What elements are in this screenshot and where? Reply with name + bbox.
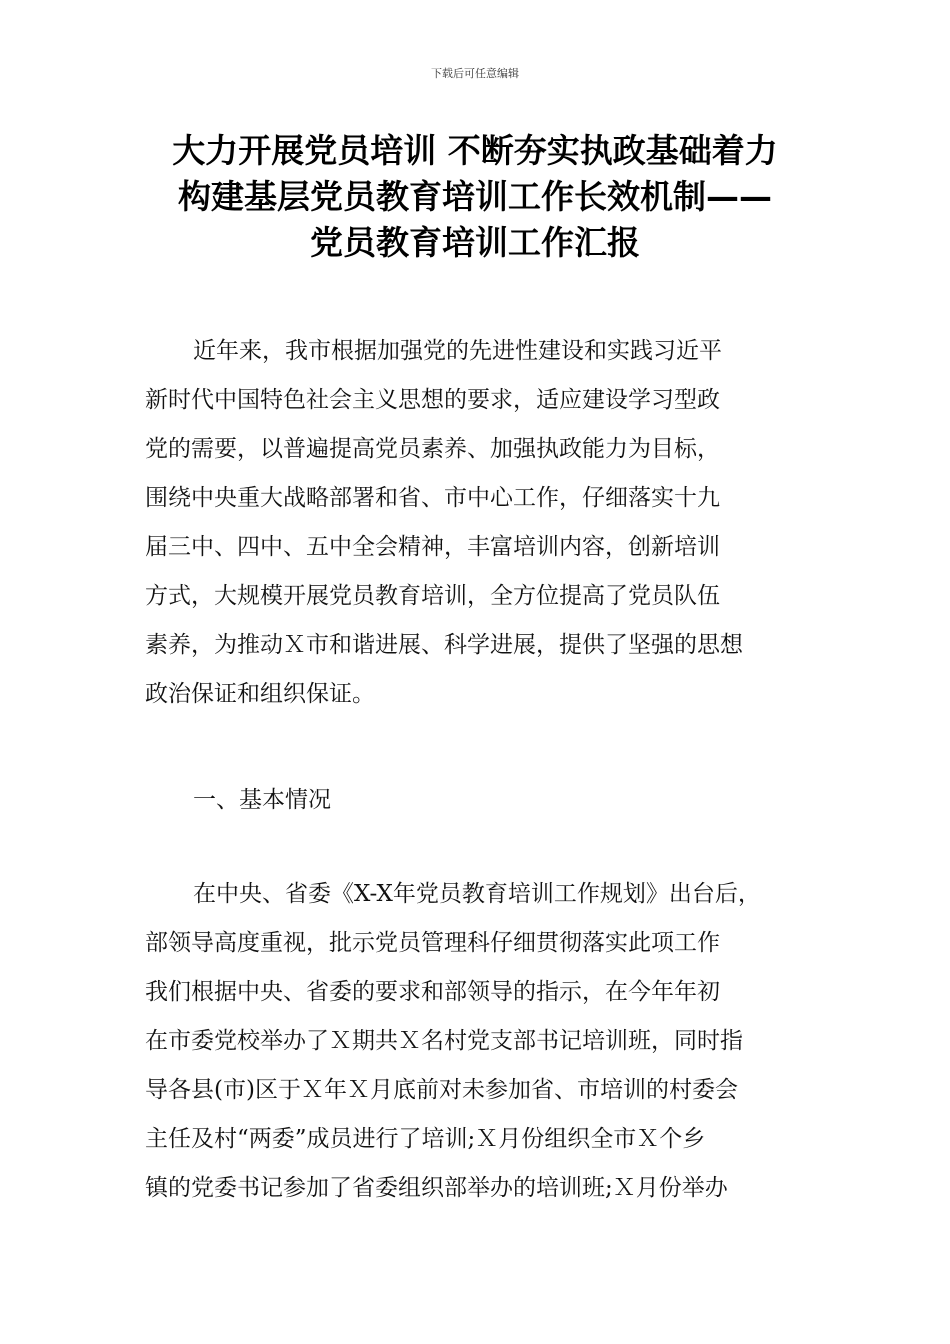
paragraph-line: 部领导高度重视，批示党员管理科仔细贯彻落实此项工作 (145, 930, 720, 956)
paragraph-line: 主任及村“两委”成员进行了培训;Ｘ月份组织全市Ｘ个乡 (145, 1126, 706, 1152)
paragraph-line: 我们根据中央、省委的要求和部领导的指示，在今年年初 (145, 979, 720, 1005)
paragraph-line: 导各县(市)区于Ｘ年Ｘ月底前对未参加省、市培训的村委会 (145, 1077, 738, 1103)
document-title (100, 128, 850, 266)
title-line-1: 大力开展党员培训 不断夯实执政基础着力 (172, 131, 778, 170)
section-heading-text: 一、基本情况 (193, 787, 331, 813)
intro-paragraph (145, 327, 835, 719)
basic-situation-paragraph (145, 870, 835, 1213)
paragraph-line: 新时代中国特色社会主义思想的要求，适应建设学习型政 (145, 387, 720, 413)
paragraph-line: 近年来，我市根据加强党的先进性建设和实践习近平 (193, 338, 722, 364)
paragraph-line: 镇的党委书记参加了省委组织部举办的培训班;Ｘ月份举办 (145, 1175, 728, 1201)
paragraph-line: 政治保证和组织保证。 (145, 681, 375, 707)
paragraph-line: 方式，大规模开展党员教育培训，全方位提高了党员队伍 (145, 583, 720, 609)
title-line-3: 党员教育培训工作汇报 (310, 223, 640, 262)
paragraph-line: 届三中、四中、五中全会精神，丰富培训内容，创新培训 (145, 534, 720, 560)
paragraph-line: 党的需要，以普遍提高党员素养、加强执政能力为目标， (145, 436, 720, 462)
paragraph-line: 素养，为推动Ｘ市和谐进展、科学进展，提供了坚强的思想 (145, 632, 743, 658)
paragraph-line: 在市委党校举办了Ｘ期共Ｘ名村党支部书记培训班，同时指 (145, 1028, 743, 1054)
paragraph-line: 围绕中央重大战略部署和省、市中心工作，仔细落实十九 (145, 485, 720, 511)
section-heading (145, 776, 835, 825)
header-note: 下载后可任意编辑 (431, 67, 519, 80)
paragraph-line: 在中央、省委《X-X年党员教育培训工作规划》出台后， (193, 881, 761, 907)
title-line-2: 构建基层党员教育培训工作长效机制—— (178, 177, 772, 216)
